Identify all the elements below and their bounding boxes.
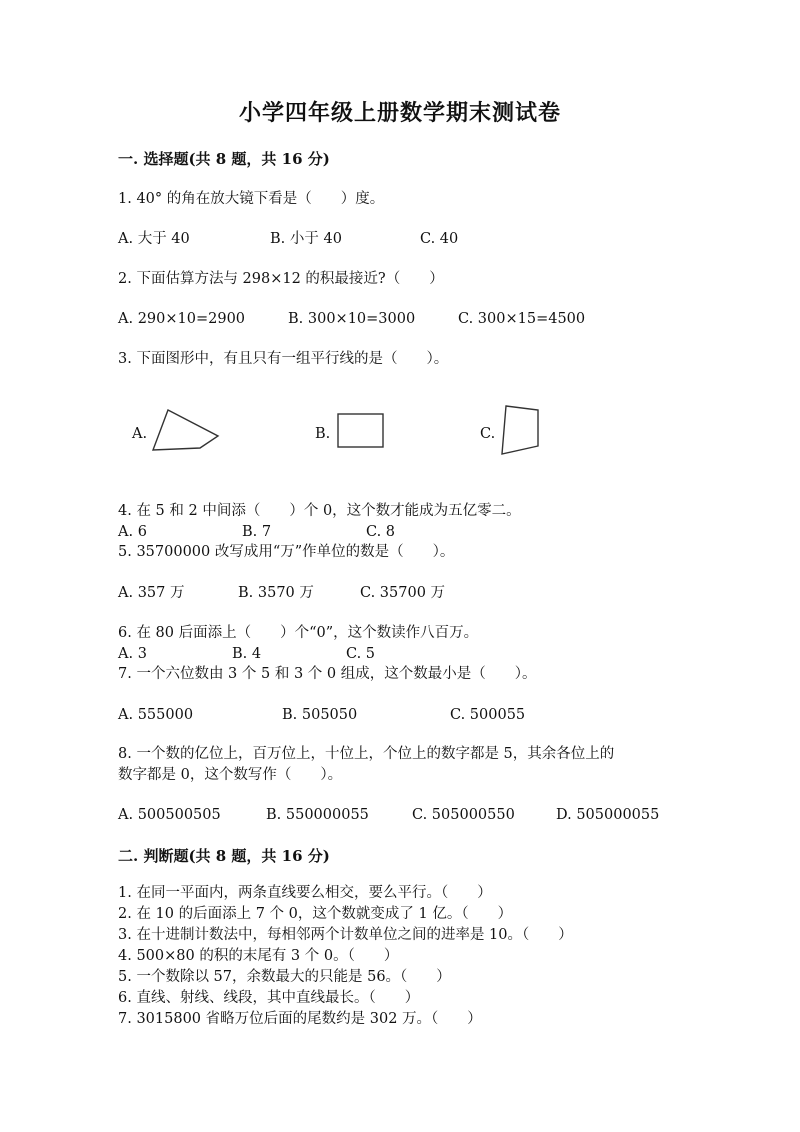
- question-stem: 1. 40° 的角在放大镜下看是（ ）度。: [118, 191, 385, 207]
- option: C. 505000550: [412, 807, 515, 823]
- section-heading-choice: 一. 选择题(共 8 题，共 16 分): [118, 150, 330, 168]
- option: C. 300×15=4500: [458, 311, 586, 327]
- option: A. 大于 40: [118, 231, 190, 247]
- quadrilateral-figure-a: [150, 408, 222, 454]
- question-stem: 2. 下面估算方法与 298×12 的积最接近?（ ）: [118, 271, 444, 287]
- trapezoid-figure-c: [498, 404, 542, 458]
- option: B.: [315, 426, 331, 442]
- option: B. 小于 40: [270, 231, 342, 247]
- option: B. 550000055: [266, 807, 369, 823]
- section-heading-judgment: 二. 判断题(共 8 题，共 16 分): [118, 847, 330, 865]
- option: B. 505050: [282, 707, 358, 723]
- option: B. 3570 万: [238, 585, 314, 601]
- exam-title: 小学四年级上册数学期末测试卷: [238, 100, 561, 126]
- question-stem: 数字都是 0，这个数写作（ ）。: [118, 767, 343, 783]
- option: A. 555000: [118, 707, 194, 723]
- question-stem: 4. 在 5 和 2 中间添（ ）个 0，这个数才能成为五亿零二。: [118, 503, 521, 519]
- judgment-item: 3. 在十进制计数法中，每相邻两个计数单位之间的进率是 10。（ ）: [118, 927, 573, 943]
- option: B. 300×10=3000: [288, 311, 416, 327]
- option: B. 7: [242, 524, 272, 540]
- rectangle-figure-b: [336, 412, 386, 450]
- option: B. 4: [232, 646, 262, 662]
- judgment-item: 4. 500×80 的积的末尾有 3 个 0。（ ）: [118, 948, 399, 964]
- option: A. 357 万: [118, 585, 185, 601]
- option: C.: [480, 426, 496, 442]
- judgment-item: 1. 在同一平面内，两条直线要么相交，要么平行。（ ）: [118, 885, 492, 901]
- question-stem: 7. 一个六位数由 3 个 5 和 3 个 0 组成，这个数最小是（ ）。: [118, 666, 537, 682]
- question-stem: 8. 一个数的亿位上，百万位上，十位上，个位上的数字都是 5，其余各位上的: [118, 746, 615, 762]
- question-stem: 3. 下面图形中，有且只有一组平行线的是（ ）。: [118, 351, 449, 367]
- option: C. 8: [366, 524, 396, 540]
- judgment-item: 5. 一个数除以 57，余数最大的只能是 56。（ ）: [118, 969, 451, 985]
- option: C. 500055: [450, 707, 526, 723]
- option: A. 3: [118, 646, 147, 662]
- option: C. 40: [420, 231, 459, 247]
- option: A.: [132, 426, 148, 442]
- judgment-item: 2. 在 10 的后面添上 7 个 0，这个数就变成了 1 亿。（ ）: [118, 906, 513, 922]
- option: C. 5: [346, 646, 376, 662]
- option: D. 505000055: [556, 807, 660, 823]
- judgment-item: 6. 直线、射线、线段，其中直线最长。（ ）: [118, 990, 420, 1006]
- option: A. 500500505: [118, 807, 221, 823]
- judgment-item: 7. 3015800 省略万位后面的尾数约是 302 万。（ ）: [118, 1011, 482, 1027]
- option: A. 290×10=2900: [118, 311, 246, 327]
- option: A. 6: [118, 524, 147, 540]
- option: C. 35700 万: [360, 585, 446, 601]
- question-stem: 6. 在 80 后面添上（ ）个“0”，这个数读作八百万。: [118, 625, 479, 641]
- question-stem: 5. 35700000 改写成用“万”作单位的数是（ ）。: [118, 544, 455, 560]
